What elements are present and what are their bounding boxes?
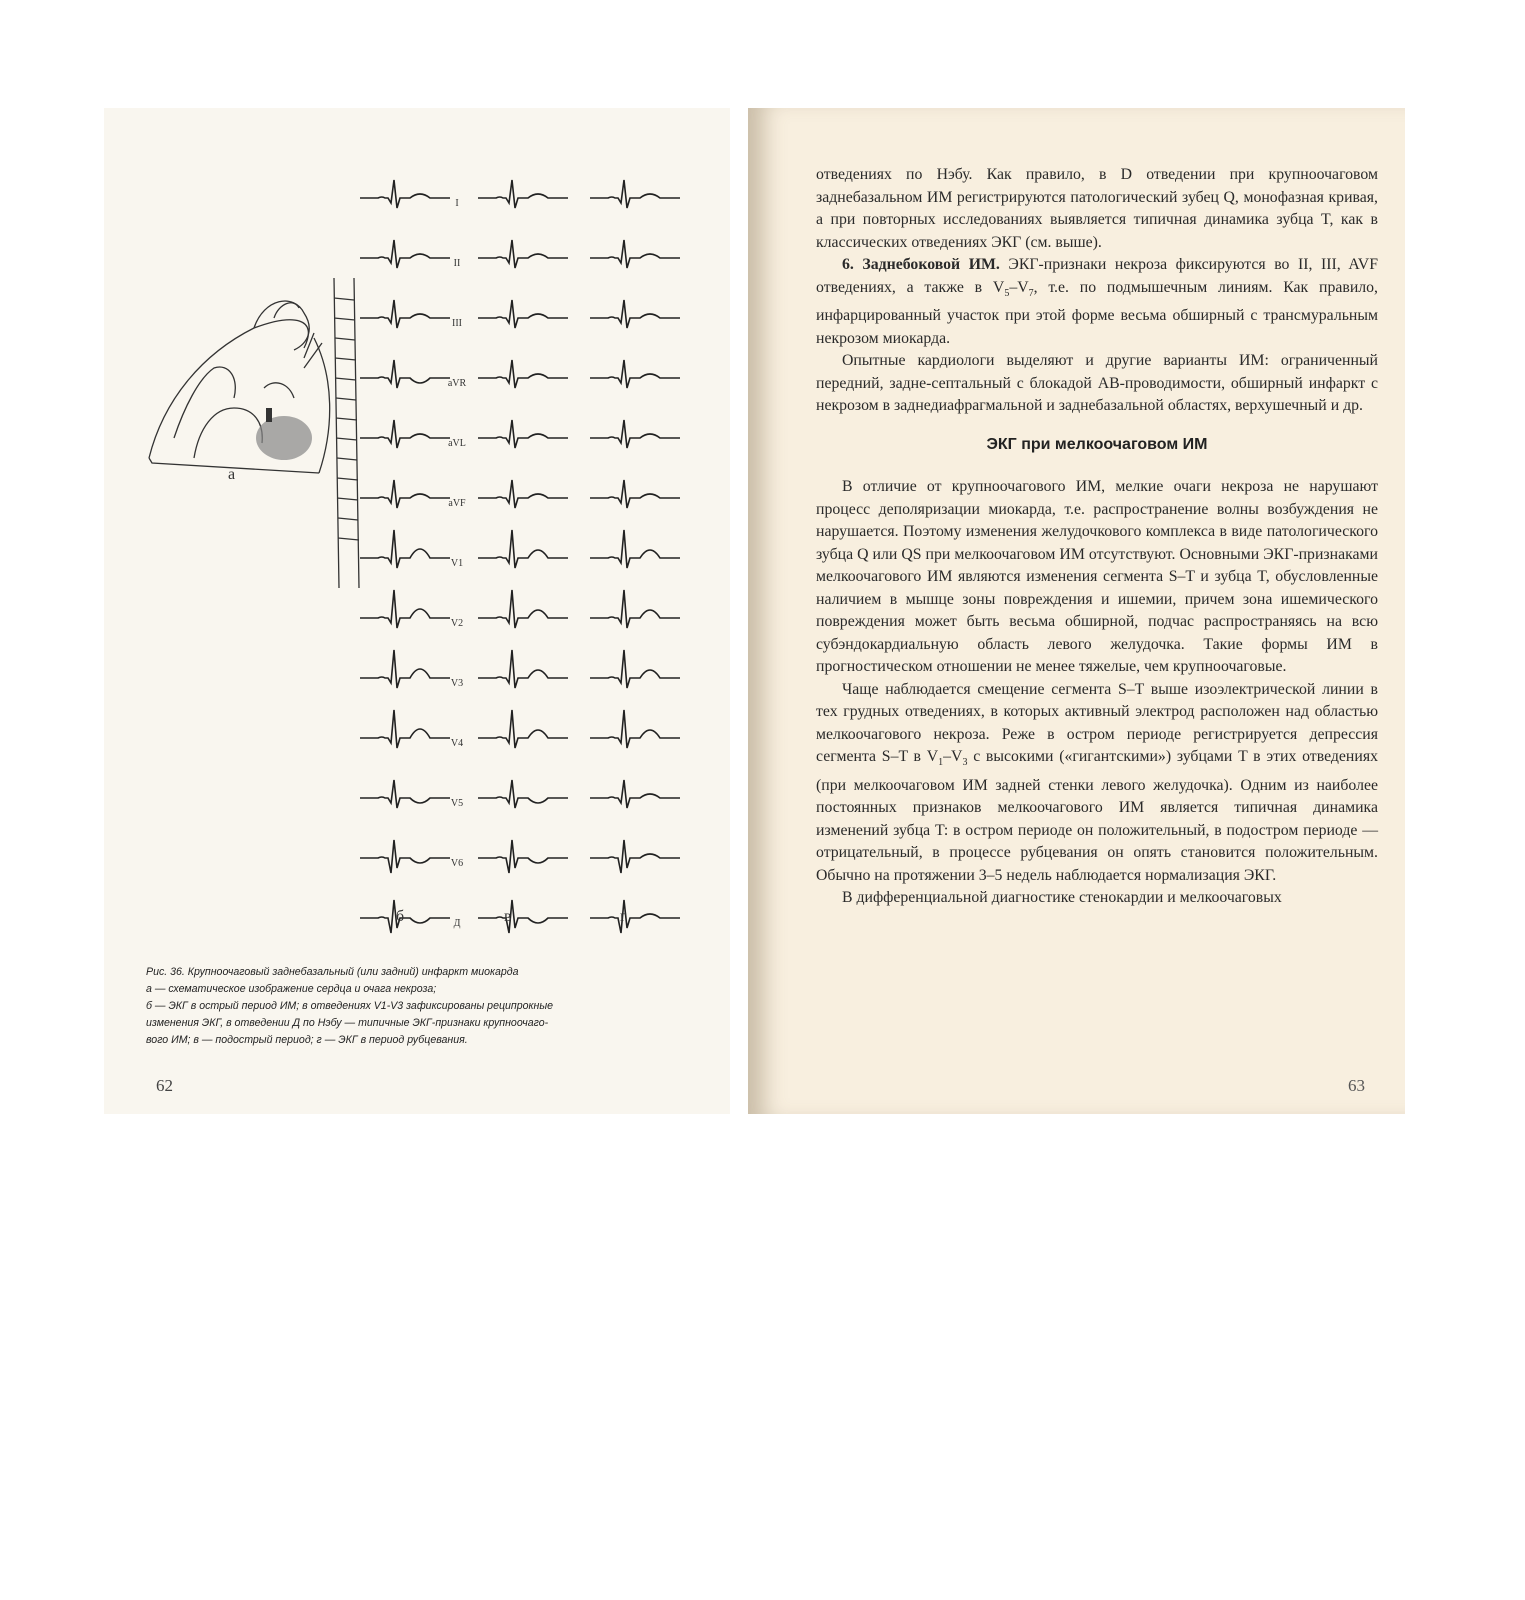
text-span: , т.е. по подмышечным линиям. Как правило, инфарцированный участок при этой форме весьма обширный с трансмуральным некрозом миокарда.	[816, 278, 1378, 347]
ecg-lead-label: aVF	[448, 498, 466, 509]
ecg-trace	[360, 348, 452, 404]
ecg-lead-label: III	[452, 318, 462, 329]
ecg-lead-label: V2	[450, 618, 464, 629]
text-span: Чаще наблюдается смещение сегмента S–T выше изоэлектрической линии в тех грудных отведениях, в которых активный электрод расположен над областью мелкоочагового некроза. Реже в остром периоде регистрируется депрессия сегмента S–T в V	[816, 680, 1378, 766]
ecg-trace	[360, 648, 452, 704]
ecg-trace	[590, 648, 682, 704]
ecg-trace	[478, 168, 570, 224]
ecg-trace	[478, 648, 570, 704]
page-number-right: 63	[1348, 1076, 1365, 1095]
ecg-trace	[360, 888, 452, 944]
ecg-trace	[590, 768, 682, 824]
ecg-trace	[360, 468, 452, 524]
ecg-trace	[360, 588, 452, 644]
ecg-trace	[478, 708, 570, 764]
ecg-lead-label: V6	[450, 858, 464, 869]
ecg-trace	[590, 168, 682, 224]
ecg-lead-label: I	[455, 198, 459, 209]
ecg-trace	[360, 768, 452, 824]
body-text	[816, 164, 1378, 910]
paragraph-variants: Опытные кардиологи выделяют и другие варианты ИМ: ограниченный передний, задне-септальный с блокадой АВ-проводимости, обширный инфаркт с некрозом в заднедиафрагмальной и заднебазальной областях, верхушечный и др.	[816, 352, 1378, 415]
right-page	[748, 108, 1405, 1114]
section-label: 6. Заднебоковой ИМ.	[842, 256, 1000, 273]
figure-letter-v: в	[504, 908, 512, 925]
figure-letter-g: г	[620, 908, 627, 925]
ecg-lead-label: V1	[450, 558, 464, 569]
ecg-trace	[478, 468, 570, 524]
ecg-trace	[590, 528, 682, 584]
ecg-trace	[478, 768, 570, 824]
left-page	[104, 108, 730, 1114]
ecg-trace	[478, 288, 570, 344]
ecg-trace	[590, 348, 682, 404]
text-span: ЭКГ-признаки некроза фиксируются во II, III, AVF отведениях, а также в V	[816, 256, 1378, 296]
caption-line: изменения ЭКГ, в отведении Д по Нэбу — типичные ЭКГ-признаки крупноочаго-	[146, 1017, 549, 1029]
text-span: –V	[1009, 278, 1029, 296]
ecg-lead-label: Д	[453, 918, 461, 929]
ecg-lead-label: V3	[450, 678, 464, 689]
figure-letter-b: б	[396, 908, 405, 925]
section-heading: ЭКГ при мелкоочаговом ИМ	[986, 435, 1208, 453]
subscript: 7	[1028, 287, 1034, 299]
paragraph-posterolateral	[816, 254, 1378, 350]
ecg-trace	[360, 408, 452, 464]
ecg-trace	[360, 228, 452, 284]
page-number-left: 62	[156, 1076, 173, 1095]
ecg-grid	[350, 164, 710, 974]
ecg-trace	[590, 468, 682, 524]
text-span: с высокими («гигантскими») зубцами T в этих отведениях (при мелкоочаговом ИМ задней стенки левого желудочка). Одним из наиболее постоянных признаков мелкоочагового ИМ является типичная динамика изменений зубца T: в остром периоде он положительный, в подостром периоде — отрицательный, в процессе рубцевания он опять становится положительным. Обычно на протяжении 3–5 недель наблюдается нормализация ЭКГ.	[816, 748, 1379, 884]
paragraph-differential: В дифференциальной диагностике стенокардии и мелкоочаговых	[842, 889, 1282, 907]
figure-caption	[146, 964, 716, 1049]
ecg-trace	[360, 288, 452, 344]
caption-line: б — ЭКГ в острый период ИМ; в отведениях V1-V3 зафиксированы реципрокные	[146, 1000, 554, 1012]
ecg-trace	[590, 408, 682, 464]
ecg-trace	[360, 708, 452, 764]
ecg-trace	[478, 888, 570, 944]
ecg-trace	[478, 228, 570, 284]
ecg-trace	[590, 888, 682, 944]
ecg-lead-label: aVR	[447, 378, 467, 389]
paragraph-continuation: отведениях по Нэбу. Как правило, в D отведении при крупноочаговом заднебазальном ИМ регистрируются патологический зубец Q, монофазная кривая, а при повторных исследованиях выявляется типичная динамика зубца T, как в классических отведениях ЭКГ (см. выше).	[816, 166, 1378, 251]
ecg-trace	[478, 348, 570, 404]
ecg-trace	[360, 168, 452, 224]
ecg-trace	[590, 708, 682, 764]
ecg-lead-label: aVL	[448, 438, 466, 449]
ecg-trace	[360, 528, 452, 584]
ecg-lead-label: V5	[450, 798, 464, 809]
ecg-trace	[360, 828, 452, 884]
ecg-lead-label: II	[453, 258, 461, 269]
figure-letter-a: а	[228, 466, 236, 483]
ecg-trace	[590, 228, 682, 284]
ecg-trace	[590, 588, 682, 644]
text-span: –V	[943, 748, 963, 766]
caption-line: а — схематическое изображение сердца и очага некроза;	[146, 983, 437, 995]
ecg-trace	[590, 828, 682, 884]
heart-schematic-illustration	[144, 258, 374, 588]
caption-line: вого ИМ; в — подострый период; г — ЭКГ в период рубцевания.	[146, 1034, 468, 1046]
paragraph-st-shift	[816, 679, 1378, 888]
paragraph-small-focal: В отличие от крупноочагового ИМ, мелкие очаги некроза не нарушают процесс деполяризации миокарда, т.е. распространение волны возбуждения не нарушается. Поэтому изменения желудочкового комплекса в виде патологического зубца Q или QS при мелкоочаговом ИМ отсутствуют. Основными ЭКГ-признаками мелкоочагового ИМ являются изменения сегмента S–T и зубца T, обусловленные наличием в мышце зоны повреждения и ишемии, причем зона ишемического повреждения может быть весьма обширной, подчас распространяясь на всю субэндокардиальную область левого желудочка. Такие формы ИМ в прогностическом отношении не менее тяжелые, чем крупноочаговые.	[816, 478, 1378, 676]
ecg-trace	[478, 408, 570, 464]
ecg-trace	[478, 828, 570, 884]
subscript: 5	[1004, 287, 1010, 299]
ecg-trace	[478, 528, 570, 584]
ecg-trace	[478, 588, 570, 644]
subscript: 1	[938, 757, 944, 769]
subscript: 3	[962, 757, 968, 769]
ecg-trace	[590, 288, 682, 344]
caption-line: Рис. 36. Крупноочаговый заднебазальный (или задний) инфаркт миокарда	[146, 966, 519, 978]
ecg-lead-label: V4	[450, 738, 464, 749]
